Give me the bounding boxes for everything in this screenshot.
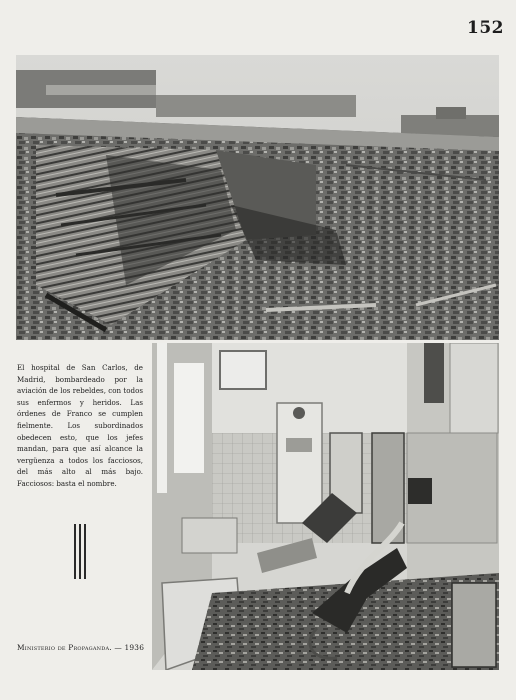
- section-bar: [79, 524, 81, 579]
- page-number: 152: [467, 18, 504, 38]
- dental-clinic-ruins-photo: [152, 343, 499, 670]
- section-bar: [84, 524, 86, 579]
- photo-caption: El hospital de San Carlos, de Madrid, bombardeado por la aviación de los rebeldes, con todos sus enfermos y heridos. Las órdenes de Franco se cumplen fielmente. Los subordinados obedecen esto, que los jefes mandan, para que así alcance la vergüenza a todos los facciosos, del más alto al más bajo. Facciosos: basta el nombre.: [17, 363, 143, 488]
- rubble-roof-photo: [16, 55, 499, 340]
- section-bar: [74, 524, 76, 579]
- section-mark: [74, 524, 86, 579]
- rubble-roof-illustration: [16, 55, 499, 340]
- ministry-footer: Ministerio de Propaganda. — 1936: [17, 643, 145, 652]
- dental-clinic-illustration: [152, 343, 499, 670]
